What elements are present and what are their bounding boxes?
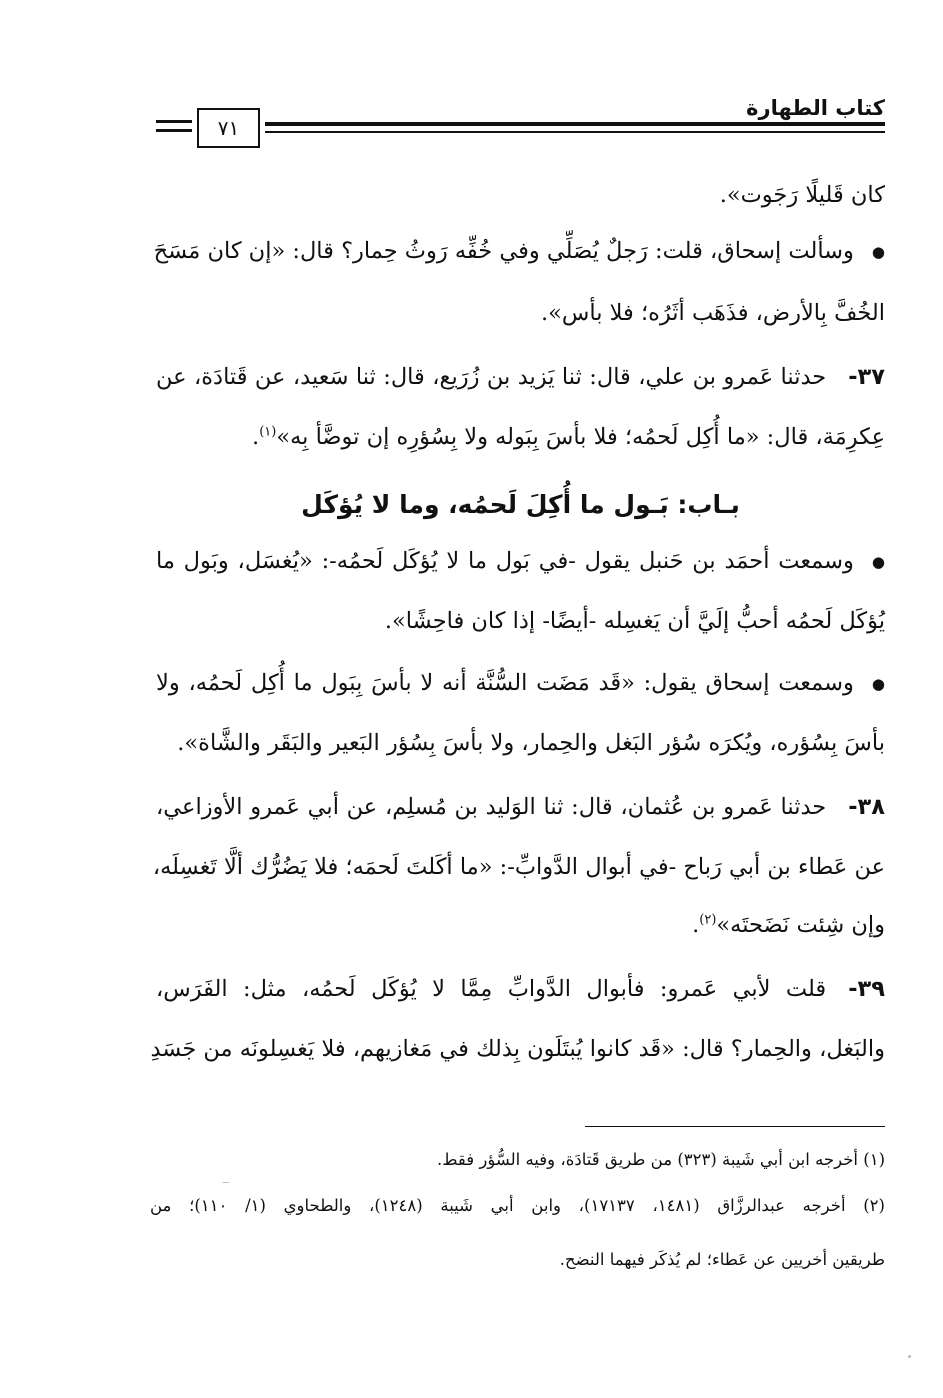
hadith-number: ٣٩-	[848, 976, 885, 1002]
line-text: عِكرِمَة، قال: «ما أُكِل لَحمُه؛ فلا بأسَ بِبَوله ولا بِسُؤرِه إن توضَّأ بِه»	[276, 424, 885, 450]
text-line	[153, 238, 885, 265]
hadith-number: ٣٨-	[848, 794, 885, 820]
text-line: عِكرِمَة، قال: «ما أُكِل لَحمُه؛ فلا بأسَ بِبَوله ولا بِسُؤرِه إن توضَّأ بِه»$^{(١)}$.	[252, 424, 885, 450]
text-line	[156, 548, 885, 575]
line-text: قلت لأبي عَمرو: فأبوال الدَّوابِّ مِمَّا لا يُؤكَل لَحمُه، مثل: الفَرَس،	[156, 976, 827, 1002]
line-text: حدثنا عَمرو بن علي، قال: ثنا يَزيد بن زُرَيع، قال: ثنا سَعيد، عن قَتادَة، عن	[156, 364, 827, 390]
running-header-title: كتاب الطهارة	[746, 96, 885, 120]
text-line	[150, 1036, 885, 1063]
line-text: وسمعت إسحاق يقول: «قَد مَضَت السُّنَّة أنه لا بأسَ بِبَول ما أُكِل لَحمُه، ولا	[156, 670, 854, 696]
text-line	[156, 608, 885, 635]
footnote-ref: (١)	[259, 424, 277, 440]
chapter-heading: بـاب: بَـول ما أُكِلَ لَحمُه، وما لا يُؤكَل	[301, 490, 740, 519]
text-line	[156, 730, 885, 757]
header-rule-right-bottom	[265, 131, 885, 133]
line-text: وإن شِئت نَضَحتَه»	[716, 912, 885, 938]
bullet-icon: ●	[871, 553, 885, 571]
text-line: وإن شِئت نَضَحتَه»$^{(٢)}$.	[692, 912, 885, 938]
footnote-2-continued: طريقين أخريين عن عَطاء؛ لم يُذكَر فيهما النضح.	[559, 1250, 885, 1269]
line-text: وسألت إسحاق، قلت: رَجلٌ يُصَلِّي وفي خُفِّه رَوثُ حِمار؟ قال: «إن كان مَسَحَ	[153, 238, 854, 264]
line-text: يُؤكَل لَحمُه أحبُّ إلَيَّ أن يَغسِله -أيضًا- إذا كان فاحِشًا».	[384, 608, 885, 634]
text-line	[156, 976, 885, 1003]
footnote-ref: (٢)	[699, 912, 717, 928]
footnote-1: (١) أخرجه ابن أبي شَيبة (٣٢٣) من طريق قَتادَة، وفيه السُّؤر فقط.	[437, 1150, 885, 1169]
line-text: كان قَليلًا رَجَوت».	[719, 182, 885, 208]
text-line	[156, 182, 885, 209]
header-rule-left-bottom	[156, 129, 192, 132]
line-text: والبَغل، والحِمار؟ قال: «قَد كانوا يُبتَلَون بِذلك في مَغازيهم، فلا يَغسِلونَه من جَسَدِ	[150, 1036, 885, 1062]
footnote-2: (٢) أخرجه عبدالرزَّاق (١٤٨١، ١٧١٣٧)، وابن أبي شَيبة (١٢٤٨)، والطحاوي (١/ ١١٠)؛ من	[150, 1196, 885, 1215]
scan-speck	[222, 1182, 230, 1183]
header-rule-right-top	[265, 122, 885, 126]
line-text: وسمعت أحمَد بن حَنبل يقول -في بَول ما لا يُؤكَل لَحمُه-: «يُغسَل، وبَول ما	[156, 548, 854, 574]
header-rule-left-top	[156, 120, 192, 123]
line-text: حدثنا عَمرو بن عُثمان، قال: ثنا الوَليد بن مُسلِم، عن أبي عَمرو الأوزاعي،	[156, 794, 827, 820]
text-line	[152, 854, 885, 881]
text-line	[156, 794, 885, 821]
scan-speck	[908, 1355, 911, 1358]
line-text: الخُفَّ بِالأرض، فذَهَب أثَرُه؛ فلا بأس».	[540, 300, 885, 326]
text-line	[156, 364, 885, 391]
line-text: عن عَطاء بن أبي رَباح -في أبوال الدَّوابِّ-: «ما أكَلتَ لَحمَه؛ فلا يَضُرُّك ألَّا تَغسِلَه،	[152, 854, 885, 880]
text-line	[156, 670, 885, 697]
hadith-number: ٣٧-	[848, 364, 885, 390]
bullet-icon: ●	[871, 675, 885, 693]
page-number: ٧١	[197, 108, 260, 148]
bullet-icon: ●	[871, 243, 885, 261]
line-text: بأسَ بِسُؤره، ويُكرَه سُؤر البَغل والحِمار، ولا بأسَ بِسُؤر البَعير والبَقَر والشَّاة».	[177, 730, 885, 756]
footnote-separator	[585, 1126, 885, 1127]
text-line	[156, 300, 885, 327]
